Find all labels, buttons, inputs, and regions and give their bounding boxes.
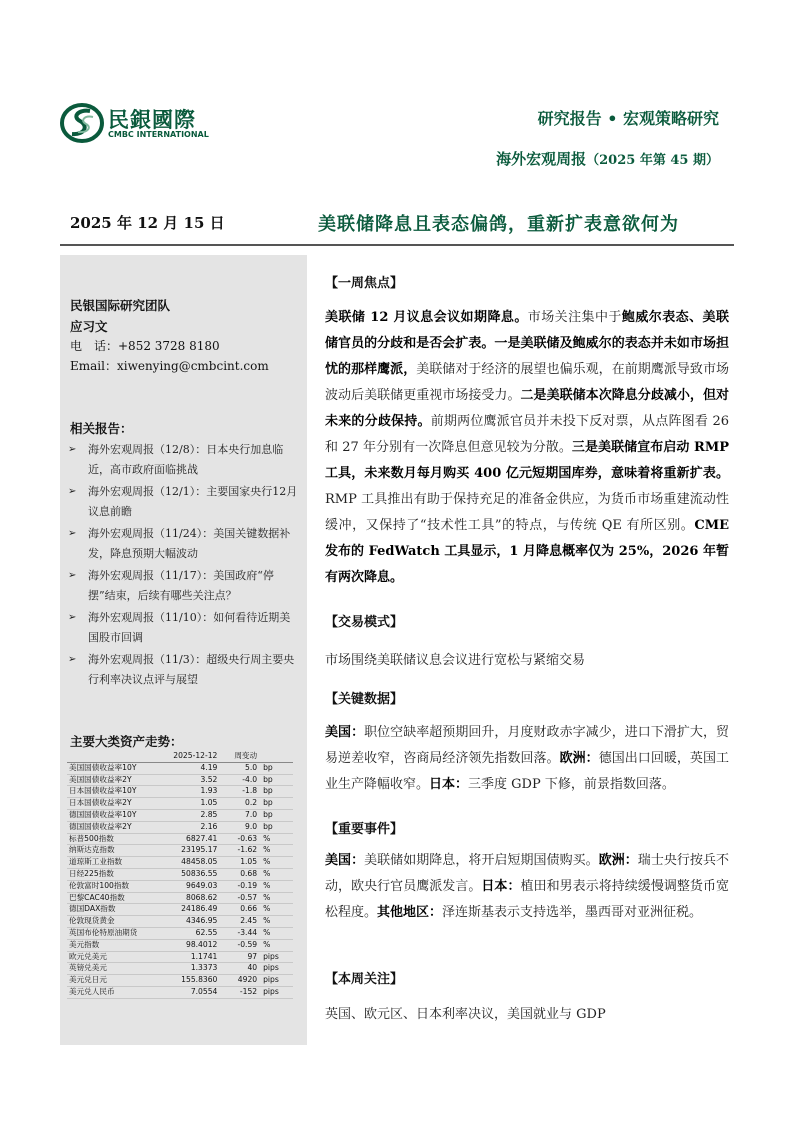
table-cell: 日经225指数 xyxy=(67,868,159,880)
related-reports-heading: 相关报告： xyxy=(70,421,133,436)
weekly-focus-text xyxy=(325,305,729,591)
table-cell: 美国国债收益率10Y xyxy=(67,762,159,774)
section-heading-this-week: 【本周关注】 xyxy=(325,972,404,987)
emphasis-text: 美国： xyxy=(325,725,365,740)
table-cell: 1.3373 xyxy=(159,963,219,975)
table-cell: 道琼斯工业指数 xyxy=(67,857,159,869)
report-title-label: 海外宏观周报 xyxy=(496,150,587,168)
research-team: 民银国际研究团队 xyxy=(70,298,171,313)
table-cell: 标普500指数 xyxy=(67,833,159,845)
table-cell: bp xyxy=(259,786,293,798)
table-cell: % xyxy=(259,857,293,869)
table-cell: pips xyxy=(259,963,293,975)
body-text: 德国出口回暖，英国工业生产降幅收窄。 xyxy=(325,751,729,792)
arrow-bullet-icon: ➢ xyxy=(68,654,77,665)
table-cell: 巴黎CAC40指数 xyxy=(67,892,159,904)
column-change: 周变动 xyxy=(219,751,259,762)
body-text: 美联储如期降息，将开启短期国债购买。 xyxy=(364,853,599,868)
table-cell: % xyxy=(259,845,293,857)
table-cell: 1.05 xyxy=(219,857,259,869)
report-date: 2025 年 12 月 15 日 xyxy=(70,214,225,232)
table-cell: 7.0554 xyxy=(159,986,219,998)
table-cell: 日本国债收益率10Y xyxy=(67,786,159,798)
table-cell: -1.8 xyxy=(219,786,259,798)
table-cell: 日本国债收益率2Y xyxy=(67,798,159,810)
column-date: 2025-12-12 xyxy=(159,751,219,762)
related-reports-list xyxy=(68,440,300,692)
table-cell: 3.52 xyxy=(159,774,219,786)
table-row xyxy=(67,798,293,810)
table-cell: 2.16 xyxy=(159,821,219,833)
body-text: 植田和男表示将持续缓慢调整货币宽松程度。 xyxy=(325,879,729,920)
table-header-row xyxy=(67,751,293,762)
table-cell: -0.59 xyxy=(219,939,259,951)
report-issue: （2025 年第 45 期） xyxy=(586,153,719,168)
table-cell: 9.0 xyxy=(219,821,259,833)
table-cell: 伦敦富时100指数 xyxy=(67,880,159,892)
table-cell: bp xyxy=(259,821,293,833)
table-cell: 24186.49 xyxy=(159,904,219,916)
table-cell: pips xyxy=(259,975,293,987)
page-title: 美联储降息且表态偏鸽，重新扩表意欲何为 xyxy=(318,214,679,235)
arrow-bullet-icon: ➢ xyxy=(68,486,77,497)
body-text: 三季度 GDP 下修，前景指数回落。 xyxy=(468,777,675,792)
table-cell: 7.0 xyxy=(219,809,259,821)
table-row xyxy=(67,821,293,833)
emphasis-text: 日本： xyxy=(429,777,469,792)
emphasis-text: 三是美联储宣布启动 RMP 工具，未来数月每月购买 400 亿元短期国库券，意味着将重新扩表。 xyxy=(325,440,729,481)
related-report-item[interactable]: ➢ 海外宏观周报（12/8）：日本央行加息临近，高市政府面临挑战 xyxy=(68,440,300,480)
table-cell: 美元兑人民币 xyxy=(67,986,159,998)
body-text: 泽连斯基表示支持选举，墨西哥对亚洲征税。 xyxy=(442,905,703,920)
related-report-item[interactable]: ➢ 海外宏观周报（11/24）：美国关键数据补发，降息预期大幅波动 xyxy=(68,524,300,564)
related-report-item[interactable]: ➢ 海外宏观周报（11/17）：美国政府“停摆”结束，后续有哪些关注点？ xyxy=(68,566,300,606)
table-cell: % xyxy=(259,880,293,892)
body-text: 前期两位鹰派官员并未投下反对票，从点阵图看 26 和 27 年分别有一次降息但意见较为分散。 xyxy=(325,414,729,455)
author-email: Email：xiwenying@cmbcint.com xyxy=(70,359,269,373)
related-report-item[interactable]: ➢ 海外宏观周报（11/10）：如何看待近期美国股市回调 xyxy=(68,608,300,648)
table-cell: % xyxy=(259,916,293,928)
table-cell: 98.4012 xyxy=(159,939,219,951)
table-cell: 美国国债收益率2Y xyxy=(67,774,159,786)
section-heading-key-events: 【重要事件】 xyxy=(325,822,404,837)
table-cell: 155.8360 xyxy=(159,975,219,987)
table-row xyxy=(67,963,293,975)
table-cell: pips xyxy=(259,951,293,963)
section-heading-trading-mode: 【交易模式】 xyxy=(325,615,404,630)
assets-table xyxy=(67,751,293,999)
arrow-bullet-icon: ➢ xyxy=(68,444,77,455)
table-cell: 2.85 xyxy=(159,809,219,821)
table-cell: 2.45 xyxy=(219,916,259,928)
logo-wordmark: 民銀國際 xyxy=(108,108,196,132)
author-name: 应习文 xyxy=(70,319,108,334)
table-cell: 23195.17 xyxy=(159,845,219,857)
table-cell: 纳斯达克指数 xyxy=(67,845,159,857)
table-row xyxy=(67,916,293,928)
related-report-item[interactable]: ➢ 海外宏观周报（11/3）：超级央行周主要央行利率决议点评与展望 xyxy=(68,650,300,690)
related-report-item[interactable]: ➢ 海外宏观周报（12/1）：主要国家央行12月议息前瞻 xyxy=(68,482,300,522)
key-data-text xyxy=(325,720,729,798)
table-cell: 1.93 xyxy=(159,786,219,798)
body-text: 市场关注集中于 xyxy=(527,310,622,325)
table-cell: -152 xyxy=(219,986,259,998)
table-row xyxy=(67,975,293,987)
this-week-text: 英国、欧元区、日本利率决议，美国就业与 GDP xyxy=(325,1007,606,1022)
table-row xyxy=(67,904,293,916)
table-cell: 1.05 xyxy=(159,798,219,810)
body-text: RMP 工具推出有助于保持充足的准备金供应，为货币市场重建流动性缓冲，又保持了“技术性工具”的特点，与传统 QE 有所区别。 xyxy=(325,492,729,533)
table-cell: % xyxy=(259,904,293,916)
table-cell: 德国国债收益率2Y xyxy=(67,821,159,833)
table-cell: bp xyxy=(259,762,293,774)
table-cell: 0.2 xyxy=(219,798,259,810)
table-cell: 0.66 xyxy=(219,904,259,916)
trading-mode-text: 市场围绕美联储议息会议进行宽松与紧缩交易 xyxy=(325,653,586,668)
table-row xyxy=(67,939,293,951)
table-cell: 40 xyxy=(219,963,259,975)
table-cell: bp xyxy=(259,774,293,786)
table-cell: 9649.03 xyxy=(159,880,219,892)
section-heading-weekly-focus: 【一周焦点】 xyxy=(325,276,404,291)
emphasis-text: 日本： xyxy=(481,879,521,894)
body-text: 美联储对于经济的展望也偏乐观，在前期鹰派导致市场波动后美联储更重视市场接受力。 xyxy=(325,362,729,403)
table-cell: 4920 xyxy=(219,975,259,987)
table-cell: 英国布伦特原油期货 xyxy=(67,927,159,939)
section-heading-key-data: 【关键数据】 xyxy=(325,692,404,707)
table-cell: bp xyxy=(259,809,293,821)
table-cell: 4346.95 xyxy=(159,916,219,928)
table-cell: 48458.05 xyxy=(159,857,219,869)
emphasis-text: 二是美联储本次降息分歧减小，但对未来的分歧保持。 xyxy=(325,388,729,429)
table-row xyxy=(67,892,293,904)
table-cell: -0.19 xyxy=(219,880,259,892)
emphasis-text: 美国： xyxy=(325,853,365,868)
table-cell: -0.57 xyxy=(219,892,259,904)
table-row xyxy=(67,880,293,892)
table-row xyxy=(67,762,293,774)
body-text: 职位空缺率超预期回升，月度财政赤字减少，进口下滑扩大，贸易逆差收窄，咨商局经济领先指数回落。 xyxy=(325,725,729,766)
author-phone: 电 话：+852 3728 8180 xyxy=(70,339,220,353)
table-cell: 欧元兑美元 xyxy=(67,951,159,963)
table-cell: 德国DAX指数 xyxy=(67,904,159,916)
arrow-bullet-icon: ➢ xyxy=(68,612,77,623)
table-row xyxy=(67,857,293,869)
table-cell: 62.55 xyxy=(159,927,219,939)
table-cell: 6827.41 xyxy=(159,833,219,845)
table-row xyxy=(67,868,293,880)
table-row xyxy=(67,986,293,998)
table-cell: -0.63 xyxy=(219,833,259,845)
table-cell: 50836.55 xyxy=(159,868,219,880)
table-cell: % xyxy=(259,868,293,880)
table-cell: 伦敦现货黄金 xyxy=(67,916,159,928)
arrow-bullet-icon: ➢ xyxy=(68,570,77,581)
table-cell: 97 xyxy=(219,951,259,963)
arrow-bullet-icon: ➢ xyxy=(68,528,77,539)
table-cell: -3.44 xyxy=(219,927,259,939)
table-row xyxy=(67,845,293,857)
table-cell: % xyxy=(259,939,293,951)
table-cell: % xyxy=(259,927,293,939)
table-row xyxy=(67,833,293,845)
table-cell: pips xyxy=(259,986,293,998)
table-cell: 8068.62 xyxy=(159,892,219,904)
table-cell: 1.1741 xyxy=(159,951,219,963)
emphasis-text: CME 发布的 FedWatch 工具显示，1 月降息概率仅为 25%，2026 年暂有两次降息。 xyxy=(325,518,729,585)
table-cell: % xyxy=(259,833,293,845)
assets-heading: 主要大类资产走势： xyxy=(70,734,183,749)
table-cell: 美元兑日元 xyxy=(67,975,159,987)
report-name xyxy=(496,148,719,169)
body-text: 瑞士央行按兵不动，欧央行官员鹰派发言。 xyxy=(325,853,729,894)
table-cell: -4.0 xyxy=(219,774,259,786)
table-row xyxy=(67,951,293,963)
emphasis-text: 欧洲： xyxy=(559,751,599,766)
table-cell: 5.0 xyxy=(219,762,259,774)
table-row xyxy=(67,927,293,939)
table-cell: 0.68 xyxy=(219,868,259,880)
emphasis-text: 美联储 12 月议息会议如期降息。 xyxy=(325,310,528,325)
logo-english: CMBC INTERNATIONAL xyxy=(108,130,209,139)
table-cell: bp xyxy=(259,798,293,810)
table-cell: 英镑兑美元 xyxy=(67,963,159,975)
emphasis-text: 欧洲： xyxy=(598,853,638,868)
table-row xyxy=(67,774,293,786)
header-divider xyxy=(60,244,734,246)
table-cell: 4.19 xyxy=(159,762,219,774)
table-cell: 德国国债收益率10Y xyxy=(67,809,159,821)
emphasis-text: 鲍威尔表态、美联储官员的分歧和是否会扩表。一是美联储及鲍威尔的表态并未如市场担忧的那样鹰派， xyxy=(325,310,729,377)
table-cell: 美元指数 xyxy=(67,939,159,951)
key-events-text xyxy=(325,848,729,926)
report-series: 研究报告 • 宏观策略研究 xyxy=(537,109,719,128)
table-row xyxy=(67,809,293,821)
emphasis-text: 其他地区： xyxy=(377,905,443,920)
table-cell: % xyxy=(259,892,293,904)
table-row xyxy=(67,786,293,798)
table-cell: -1.62 xyxy=(219,845,259,857)
